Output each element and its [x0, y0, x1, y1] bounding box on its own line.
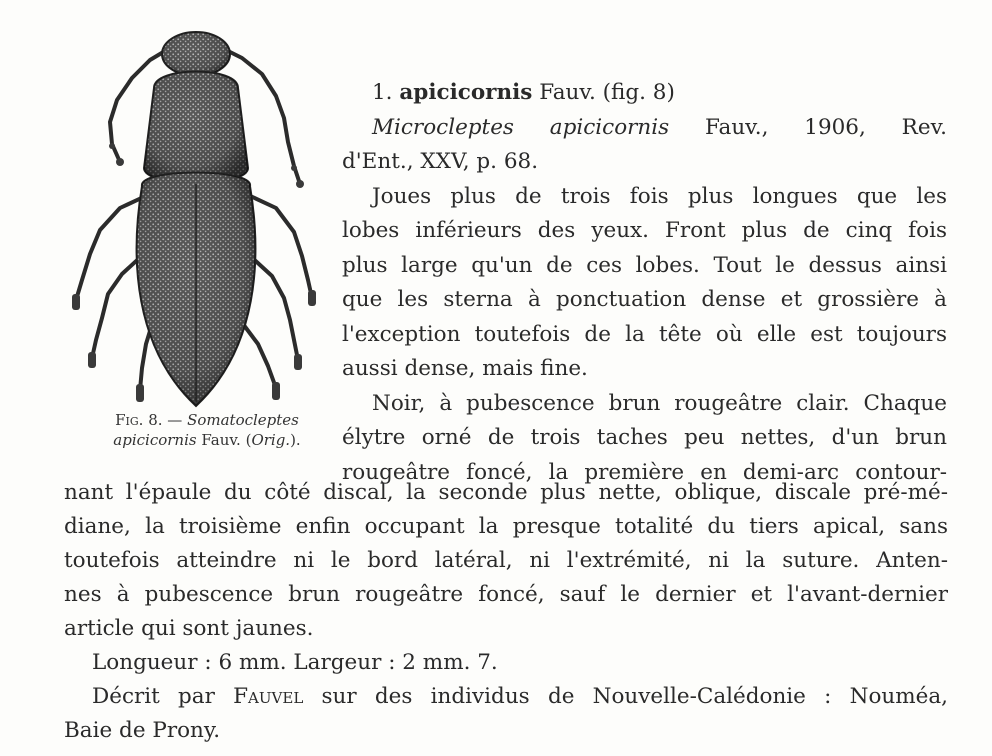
description-rest: sur des individus de Nouvelle-Calédonie : Nouméa, — [303, 684, 948, 709]
full-width-text — [64, 476, 948, 748]
caption-species: apicicornis — [113, 431, 197, 449]
p2-full-line: nes à pubescence brun rougeâtre foncé, sauf le dernier et l'avant-dernier — [64, 582, 948, 607]
description-line-2: Baie de Prony. — [64, 718, 221, 743]
entry-species: apicicornis — [399, 80, 533, 105]
figure-caption — [62, 410, 352, 450]
synonymy-name: Microcleptes apicicornis — [372, 114, 670, 140]
description-prefix: Décrit par — [92, 684, 234, 709]
p2-line: Noir, à pubescence brun rougeâtre clair. Chaque — [372, 390, 947, 416]
p1-line: plus large qu'un de ces lobes. Tout le dessus ainsi — [342, 252, 947, 278]
p2-full-line: nant l'épaule du côté discal, la seconde plus nette, oblique, discale pré-mé- — [64, 480, 948, 505]
p1-line: que les sterna à ponctuation dense et grossière à — [342, 287, 947, 312]
p2-line: élytre orné de trois taches peu nettes, d'un brun — [342, 425, 947, 450]
p1-line: lobes inférieurs des yeux. Front plus de cinq fois — [342, 218, 947, 243]
p1-line: aussi dense, mais fine. — [342, 356, 588, 381]
description-collector: Fauvel — [233, 684, 304, 709]
p2-line: rougeâtre foncé, la première en demi-arc contour- — [342, 459, 947, 485]
synonymy-line-2: d'Ent., XXV, p. 68. — [342, 149, 539, 174]
p2-full-line: diane, la troisième enfin occupant la presque totalité du tiers apical, sans — [64, 514, 948, 539]
right-column-text — [342, 76, 947, 490]
p1-line: Joues plus de trois fois plus longues que les — [372, 183, 947, 209]
beetle-illustration — [62, 18, 352, 410]
entry-number: 1. — [372, 80, 400, 105]
caption-close: ). — [290, 431, 301, 449]
entry-heading — [342, 76, 947, 111]
p2-full-line: toutefois atteindre ni le bord latéral, ni l'extrémité, ni la suture. Anten- — [64, 548, 948, 573]
measurements: Longueur : 6 mm. Largeur : 2 mm. 7. — [92, 650, 498, 675]
caption-genus: Somatocleptes — [187, 411, 299, 429]
synonymy-line-1 — [342, 111, 947, 146]
p2-full-line: article qui sont jaunes. — [64, 616, 314, 641]
description-line-1 — [64, 680, 948, 714]
caption-author: Fauv. ( — [196, 431, 252, 449]
beetle-figure — [62, 18, 352, 410]
synonymy-ref-1: Fauv., 1906, Rev. — [669, 114, 947, 140]
caption-orig: Orig. — [251, 431, 291, 449]
p1-line: l'exception toutefois de la tête où elle est toujours — [342, 321, 947, 347]
entry-author-fig: Fauv. (fig. 8) — [532, 80, 675, 105]
caption-prefix: Fig. 8. — — [115, 411, 188, 429]
